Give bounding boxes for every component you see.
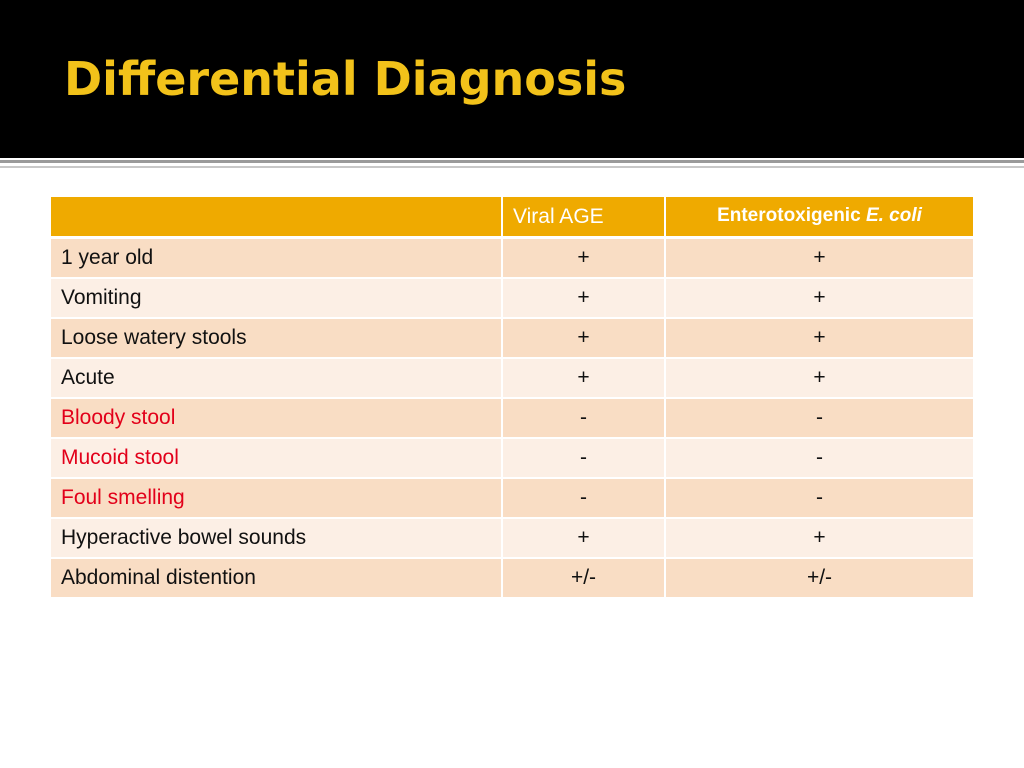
row-etec-value: + — [666, 319, 973, 359]
table-row — [51, 479, 973, 519]
table-body — [51, 239, 973, 599]
header-etec-prefix: Enterotoxigenic — [717, 205, 866, 226]
row-feature-label: Loose watery stools — [51, 319, 503, 359]
table-row — [51, 559, 973, 599]
header-etec-species: E. coli — [865, 205, 922, 226]
row-viral-value: - — [503, 399, 666, 439]
table-row — [51, 519, 973, 559]
table-row — [51, 359, 973, 399]
row-feature-label: Acute — [51, 359, 503, 399]
differential-diagnosis-table — [51, 197, 973, 599]
row-viral-value: - — [503, 439, 666, 479]
table-row — [51, 319, 973, 359]
row-feature-label: Bloody stool — [51, 399, 503, 439]
row-etec-value: - — [666, 479, 973, 519]
row-viral-value: + — [503, 519, 666, 559]
row-etec-value: + — [666, 519, 973, 559]
row-feature-label: Mucoid stool — [51, 439, 503, 479]
row-etec-value: - — [666, 399, 973, 439]
row-viral-value: - — [503, 479, 666, 519]
row-viral-value: + — [503, 319, 666, 359]
row-etec-value: + — [666, 279, 973, 319]
row-etec-value: + — [666, 359, 973, 399]
table-row — [51, 399, 973, 439]
table-row — [51, 279, 973, 319]
header-feature — [51, 197, 503, 239]
table-header-row — [51, 197, 973, 239]
row-viral-value: + — [503, 239, 666, 279]
row-feature-label: Abdominal distention — [51, 559, 503, 599]
title-divider — [0, 160, 1024, 163]
row-etec-value: +/- — [666, 559, 973, 599]
row-etec-value: - — [666, 439, 973, 479]
row-feature-label: Hyperactive bowel sounds — [51, 519, 503, 559]
row-viral-value: + — [503, 279, 666, 319]
title-divider-secondary — [0, 166, 1024, 168]
slide-title: Differential Diagnosis — [64, 52, 627, 106]
row-etec-value: + — [666, 239, 973, 279]
row-feature-label: Vomiting — [51, 279, 503, 319]
header-etec — [666, 197, 973, 239]
row-feature-label: 1 year old — [51, 239, 503, 279]
table-row — [51, 439, 973, 479]
header-viral-age: Viral AGE — [503, 197, 666, 239]
row-feature-label: Foul smelling — [51, 479, 503, 519]
row-viral-value: + — [503, 359, 666, 399]
row-viral-value: +/- — [503, 559, 666, 599]
table-row — [51, 239, 973, 279]
